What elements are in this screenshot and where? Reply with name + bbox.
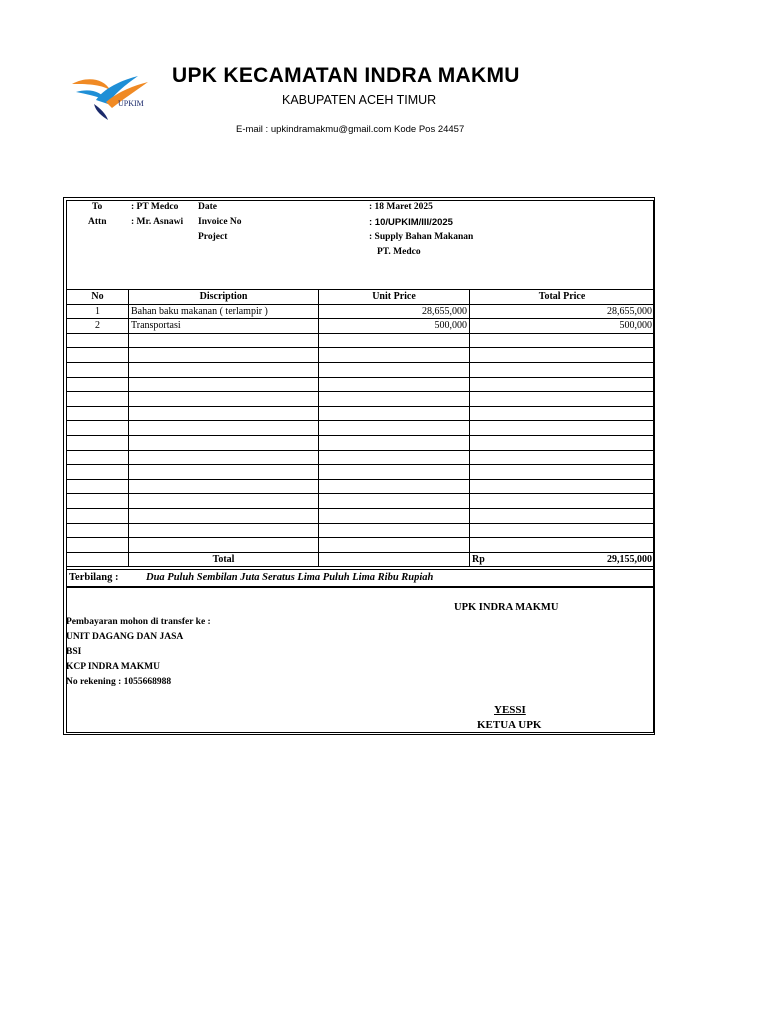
header-description: Discription [129,290,319,305]
empty-row [67,435,655,450]
empty-row [67,508,655,523]
contact-line: E-mail : upkindramakmu@gmail.com Kode Pos 24457 [236,124,465,135]
page-subtitle: KABUPATEN ACEH TIMUR [282,93,437,107]
row-total-price: 28,655,000 [470,304,655,319]
to-value: : PT Medco [131,202,179,212]
to-label: To [92,202,103,212]
header-unit-price: Unit Price [319,290,470,305]
row-description: Bahan baku makanan ( terlampir ) [129,304,319,319]
total-cell [470,552,655,567]
items-table [66,289,655,567]
empty-row [67,450,655,465]
empty-row [67,406,655,421]
payment-line-1: Pembayaran mohon di transfer ke : [66,617,211,627]
row-total-price: 500,000 [470,319,655,334]
signatory-position: KETUA UPK [477,719,542,731]
attn-value: : Mr. Asnawi [131,217,184,227]
empty-row [67,523,655,538]
empty-row [67,348,655,363]
grand-total: 29,155,000 [607,553,652,565]
terbilang-value: Dua Puluh Sembilan Juta Seratus Lima Puluh Lima Ribu Rupiah [146,572,434,583]
empty-row [67,479,655,494]
terbilang-label: Terbilang : [69,572,119,583]
row-no: 1 [67,304,129,319]
payment-line-2: UNIT DAGANG DAN JASA [66,632,184,642]
logo-text: UPKIM [118,99,144,108]
invoice-label: Invoice No [198,217,242,227]
row-unit-price: 28,655,000 [319,304,470,319]
total-label: Total [129,552,319,567]
empty-row [67,465,655,480]
header-total-price: Total Price [470,290,655,305]
project-label: Project [198,232,228,242]
total-row [67,552,655,567]
header-no: No [67,290,129,305]
empty-row [67,377,655,392]
date-value: : 18 Maret 2025 [369,202,433,212]
payment-line-4: KCP INDRA MAKMU [66,662,160,672]
table-row [67,304,655,319]
attn-label: Attn [88,217,107,227]
empty-row [67,333,655,348]
project-value: : Supply Bahan Makanan [369,232,474,242]
table-row [67,319,655,334]
payment-line-5: No rekening : 1055668988 [66,677,172,687]
row-description: Transportasi [129,319,319,334]
empty-row [67,494,655,509]
empty-row [67,362,655,377]
invoice-value: : 10/UPKIM/III/2025 [369,217,453,228]
project-value-2: PT. Medco [377,247,421,257]
signature-org: UPK INDRA MAKMU [454,602,559,613]
empty-row [67,421,655,436]
empty-row [67,538,655,553]
upkim-logo [66,70,158,122]
payment-line-3: BSI [66,647,82,657]
empty-row [67,392,655,407]
signatory-name: YESSI [494,704,526,716]
row-no: 2 [67,319,129,334]
date-label: Date [198,202,217,212]
currency-label: Rp [472,553,485,565]
page-title: UPK KECAMATAN INDRA MAKMU [172,64,520,87]
row-unit-price: 500,000 [319,319,470,334]
table-header-row [67,290,655,305]
